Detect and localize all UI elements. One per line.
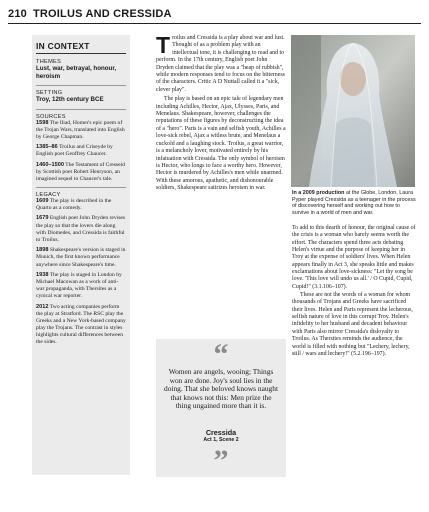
body-paragraph: The play is based on an epic tale of legendary men including Achilles, Hector, Ajax, Ulysses, Paris, and Menelaus. Shakespeare, however, challenges the reputations of these figures by deconstructing the idea of a "hero". Paris is a vain and selfish youth, Achilles a love-sick rebel, Ajax a witless brute, and Menelaus a cuckold and a laughing stock. Troilus, a great warrior, is a melancholy lover, motivated entirely by his infatuation with Cressida. The only symbol of heroism is Hector, who longs to face a worthy hero. However, Hector is murdered by Achilles's men while unarmed. With these amorous, apathetic, and dishonourable soldiers, Shakespeare satirizes heroism in war. <box>156 96 286 192</box>
in-context-sidebar <box>32 35 130 475</box>
production-photo <box>291 35 415 187</box>
source-entry: 1460–1500 The Testament of Cresseid by Scottish poet Robert Henryson, an imagined sequel to Chaucer's tale. <box>36 161 125 183</box>
close-quote-icon: ” <box>213 444 229 477</box>
source-entry: 1598 The Iliad, Homer's epic poem of the Trojan Wars, translated into English by George Chapman. <box>36 119 125 140</box>
source-entry: 1385–86 Troilus and Criseyde by English poet Geoffrey Chaucer. <box>36 144 113 158</box>
sidebar-divider <box>36 109 126 110</box>
legacy-entry: 2012 Two acting companies perform the play at Stratford. The RSC play the Greeks and a New York-based company play the Trojans. The contrast in styles highlights cultural differences between the sides. <box>36 303 126 346</box>
setting-heading: SETTING <box>36 90 63 96</box>
open-quote-icon: “ <box>213 338 229 371</box>
quote-text: Women are angels, wooing; Things won are done. Joy's soul lies in the doing. That she beloved knows naught that knows not this: Men prize the thing ungained more than it is. <box>164 367 278 411</box>
legacy-entry: 1679 English poet John Dryden revises the play so that the lovers die along with Diomedes, and Cressida is faithful to Troilus. <box>36 215 126 243</box>
setting-value: Troy, 12th century BCE <box>36 96 104 103</box>
sidebar-divider <box>36 187 126 188</box>
sidebar-title: IN CONTEXT <box>36 41 126 54</box>
intro-paragraph: Troilus and Cressida is a play about war and lust. Thought of as a problem play with an intellectual tone, it is challenging to read and to perform. In the 17th century, English poet John Dryden claimed that the play was a "heap of rubbish", while modern responses tend to focus on the bitterness of the characters. Critic A D Nuttall called it a "sick, clever play". <box>156 32 285 93</box>
caption-text: at the Globe, London, Laura Pyper played Cressida as a teenager in the process of discovering herself and working out how to survive in a world of men and war. <box>292 190 416 216</box>
quote-reference: Act 1, Scene 2 <box>203 437 239 443</box>
themes-value: Lust, war, betrayal, honour, heroism <box>36 65 117 80</box>
page-header <box>8 7 421 21</box>
book-section-title: TROILUS AND CRESSIDA <box>32 8 172 20</box>
drop-cap: T <box>156 32 171 58</box>
legacy-entry: 1898 Shakespeare's version is staged in Munich, the first known performance anywhere since Shakespeare's time. <box>36 247 126 268</box>
right-text-column <box>292 225 417 359</box>
pull-quote <box>156 339 286 477</box>
main-text-column <box>156 32 286 195</box>
caption-lead: In a 2009 production <box>292 190 345 196</box>
themes-heading: THEMES <box>36 59 62 65</box>
legacy-heading: LEGACY <box>36 191 61 198</box>
header-rule <box>8 23 421 24</box>
sources-heading: SOURCES <box>36 113 66 120</box>
quote-speaker: Cressida <box>205 428 237 437</box>
body-paragraph: These are not the words of a woman for whom thousands of Trojans and Greeks have sacrificed their lives. Helen and Paris represent the lecherous, selfish nature of love in this corrupt Troy. Helen's infidelity to her husband and decadent behaviour with Paris also mirror Cressida's disloyalty to Troilus. As Thersites reminds the audience, the world is filled with nothing but "Lechery, lechery, still / wars and lechery!" (5.2.196–197). <box>292 292 413 357</box>
legacy-entry: 1609 The play is described in the Quarto as a comedy. <box>36 197 112 211</box>
page-number: 210 <box>8 8 27 20</box>
legacy-entry: 1938 The play is staged in London by Michael Macowan as a work of anti-war propaganda, with Thersites as a cynical war reporter. <box>36 272 122 300</box>
sidebar-divider <box>36 85 126 86</box>
photo-caption <box>292 190 416 216</box>
body-paragraph: To add to this dearth of honour, the original cause of the crisis is a woman who barely seems worth the effort. The characters spend three acts debating Helen's virtue and the purpose of keeping her in Troy at the expense of soldiers' lives. When Helen appears finally in Act 3, she speaks little and makes exclamations about love-sickness: "Let thy song be love. 'This love will undo us all.' / O Cupid, Cupid, Cupid!" (3.1.106–107). <box>292 225 416 290</box>
